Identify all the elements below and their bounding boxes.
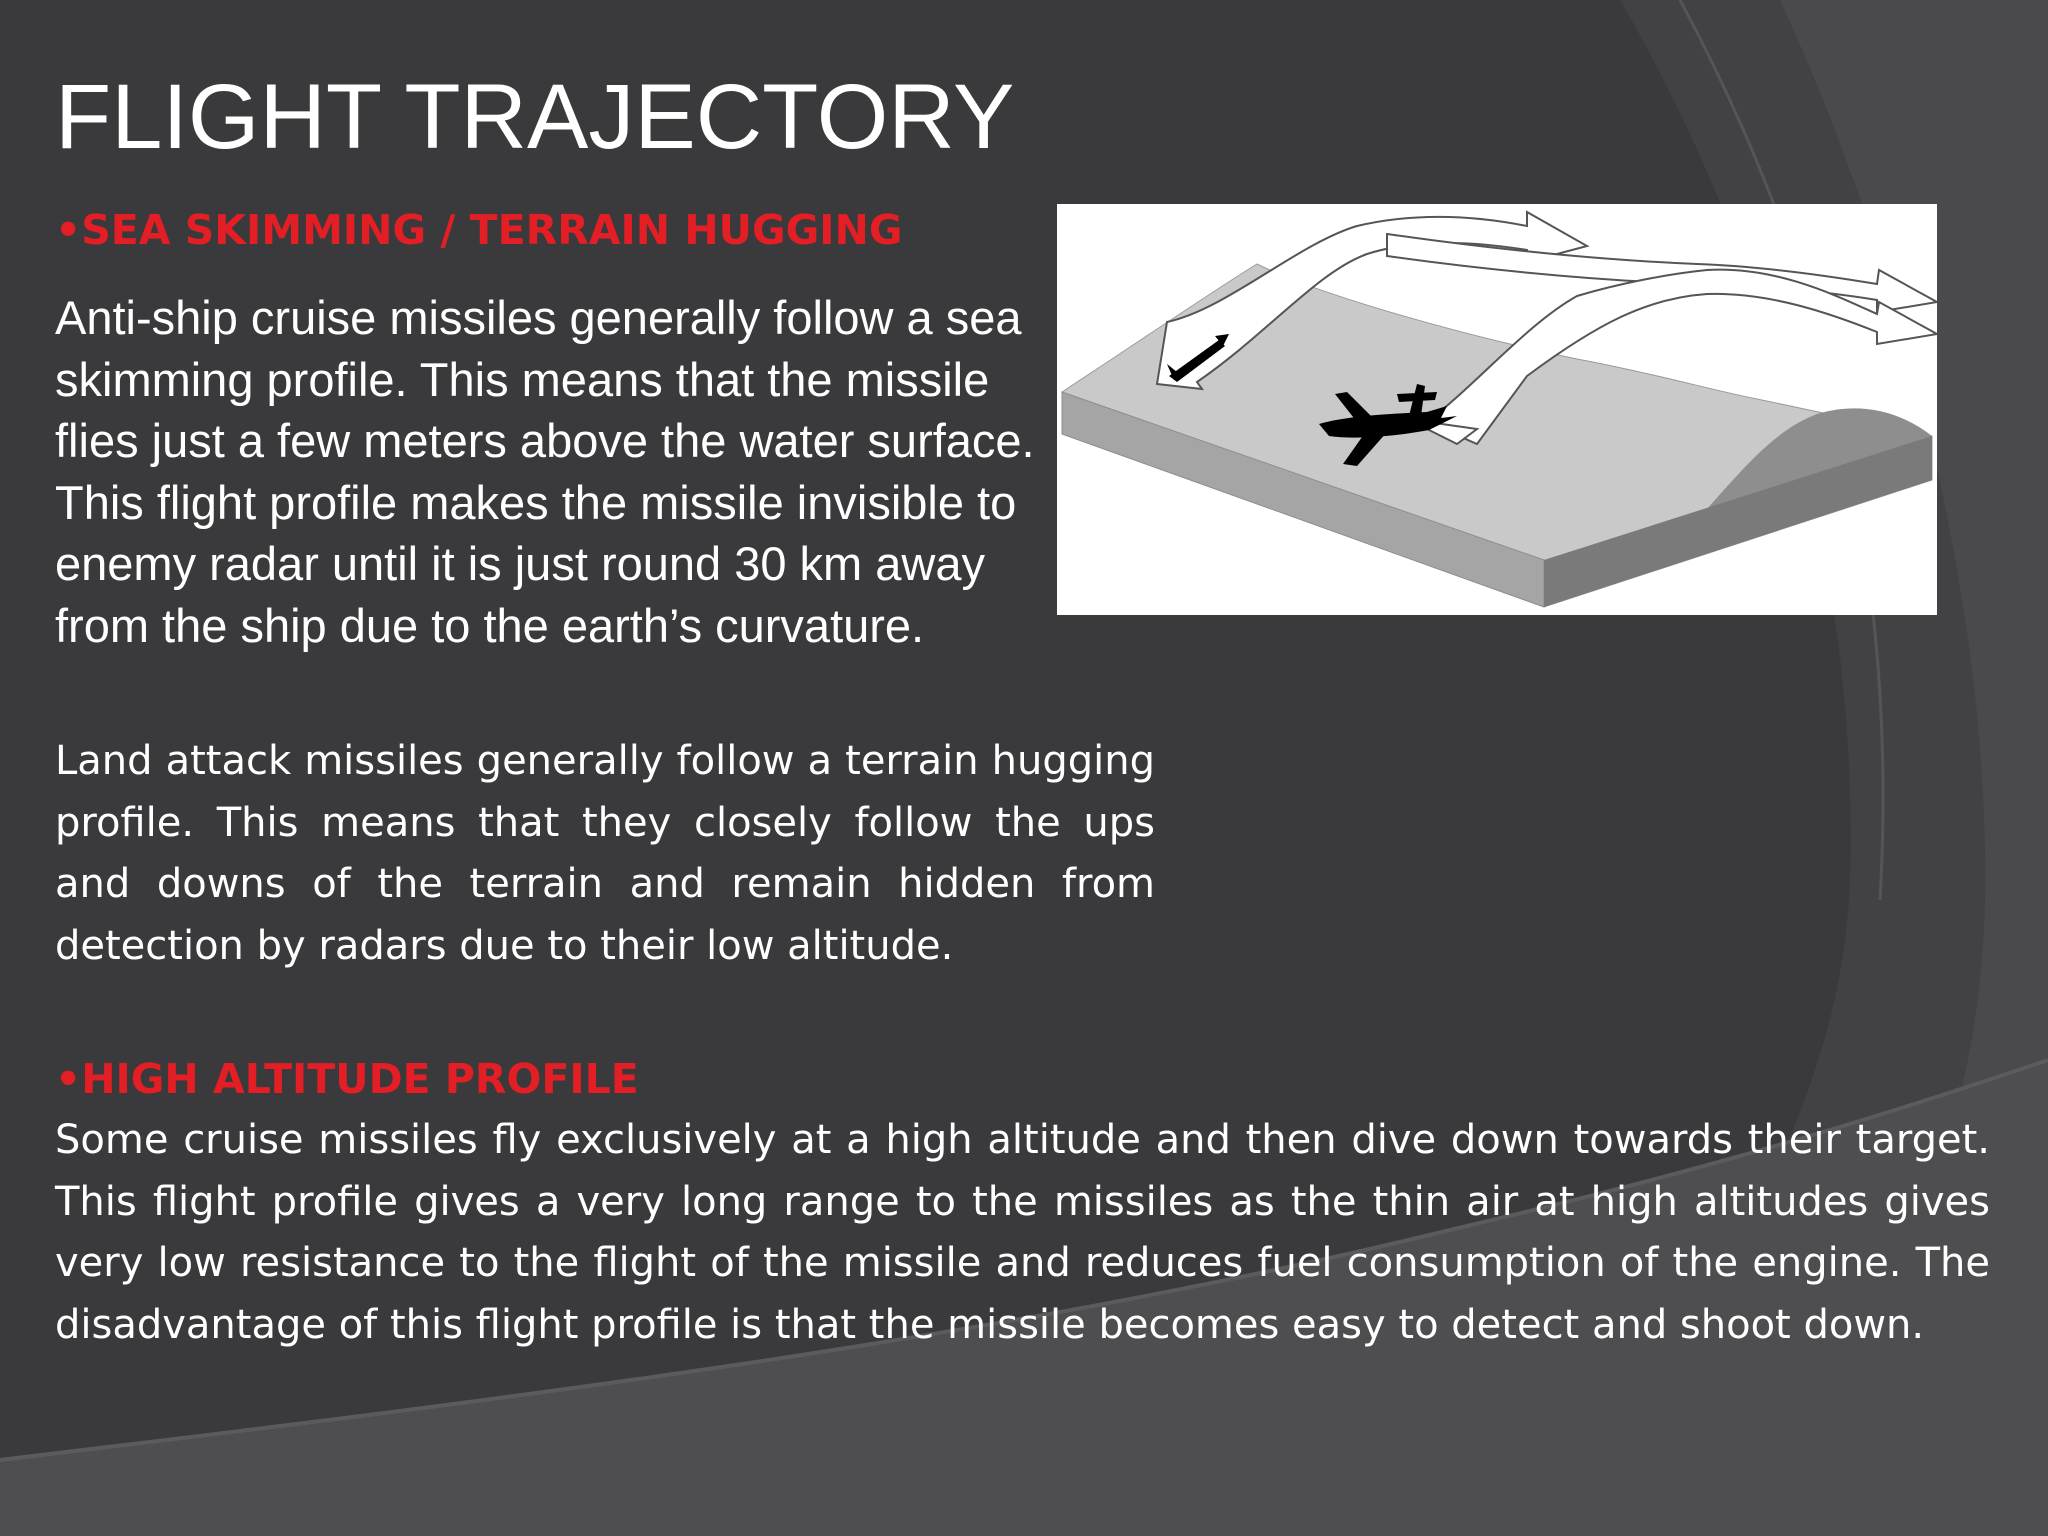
paragraph-high-altitude: Some cruise missiles fly exclusively at a high altitude and then dive down towards their target. This flight profile gives a very long range to the missiles as the thin air at high altitudes gives very low resistance to the flight of the missile and reduces fuel consumption of the engine. The disadvantage of this flight profile is that the missile becomes easy to detect and shoot down. bbox=[55, 1117, 1990, 1348]
section-heading-high-altitude: •HIGH ALTITUDE PROFILE bbox=[55, 1055, 639, 1103]
paragraph-land-attack: Land attack missiles generally follow a terrain hugging profile. This means that they closely follow the ups and downs of the terrain and remain hidden from detection by radars due to their low altitude. bbox=[55, 738, 1155, 969]
section-heading-sea-skimming: •SEA SKIMMING / TERRAIN HUGGING bbox=[55, 206, 903, 254]
flight-trajectory-illustration bbox=[1057, 204, 1937, 615]
terrain-block-icon bbox=[1057, 204, 1937, 615]
paragraph-anti-ship: Anti-ship cruise missiles generally follow a sea skimming profile. This means that the missile flies just a few meters above the water surface. This flight profile makes the missile invisible to enemy radar until it is just round 30 km away from the ship due to the earth’s curvature. bbox=[55, 291, 1035, 652]
slide-title: FLIGHT TRAJECTORY bbox=[55, 66, 1015, 168]
